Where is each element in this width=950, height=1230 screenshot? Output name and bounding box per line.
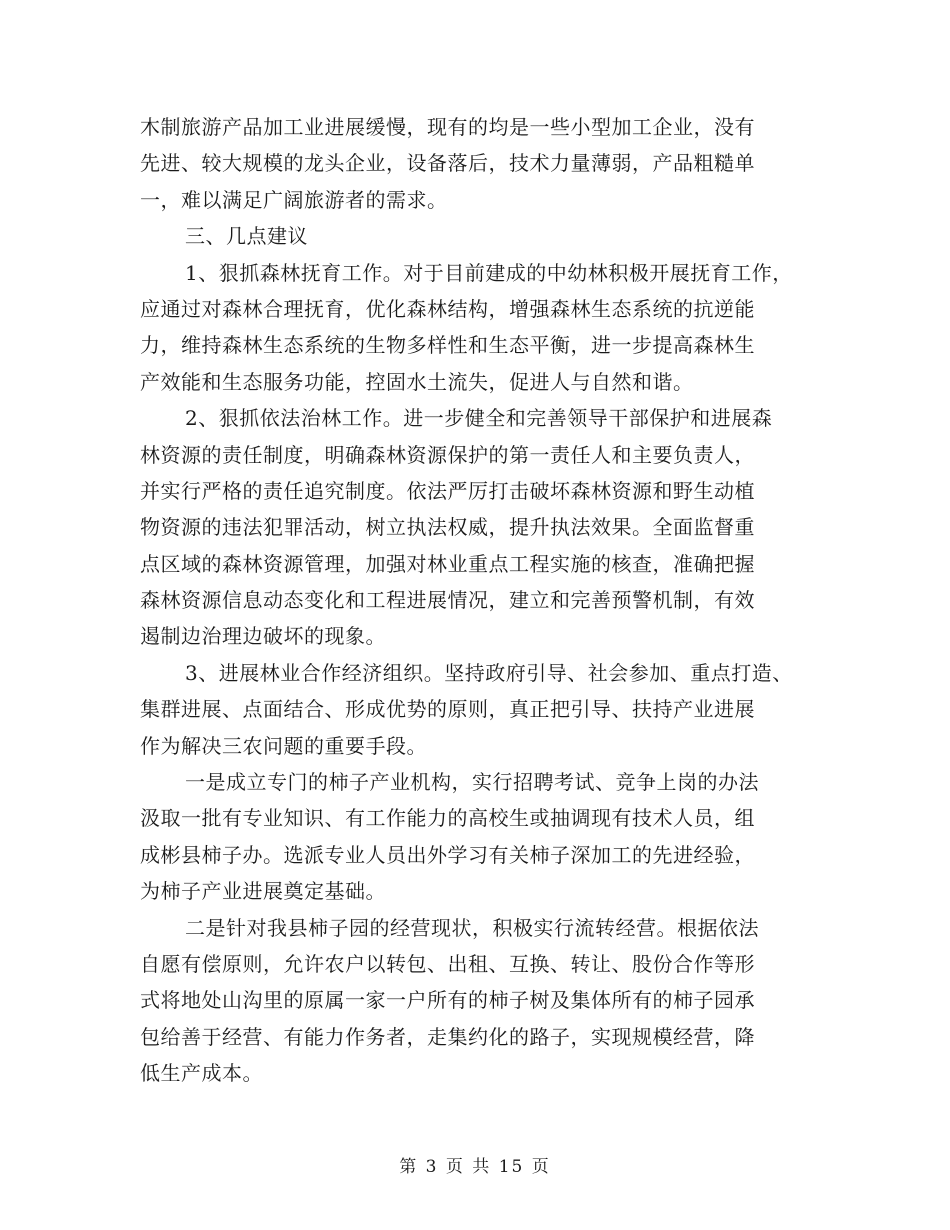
text-line: 低生产成本。 bbox=[140, 1061, 263, 1086]
text-line: 3、进展林业合作经济组织。坚持政府引导、社会参加、重点打造、 bbox=[185, 660, 793, 685]
text-line: 一，难以满足广阔旅游者的需求。 bbox=[140, 187, 448, 212]
text-line: 遏制边治理边破坏的现象。 bbox=[140, 624, 386, 649]
text-line: 点区域的森林资源管理，加强对林业重点工程实施的核查，准确把握 bbox=[140, 551, 755, 576]
text-line: 成彬县柿子办。选派专业人员出外学习有关柿子深加工的先进经验， bbox=[140, 842, 755, 867]
text-line: 木制旅游产品加工业进展缓慢，现有的均是一些小型加工企业，没有 bbox=[140, 115, 755, 139]
text-line: 2、狠抓依法治林工作。进一步健全和完善领导干部保护和进展森 bbox=[185, 406, 773, 431]
text-line: 包给善于经营、有能力作务者，走集约化的路子，实现规模经营，降 bbox=[140, 1024, 755, 1049]
text-line: 为柿子产业进展奠定基础。 bbox=[140, 879, 386, 904]
text-line: 先进、较大规模的龙头企业，设备落后，技术力量薄弱，产品粗糙单 bbox=[140, 151, 755, 176]
text-line: 二是针对我县柿子园的经营现状，积极实行流转经营。根据依法 bbox=[185, 915, 759, 940]
text-line: 林资源的责任制度，明确森林资源保护的第一责任人和主要负责人， bbox=[140, 442, 755, 467]
text-line: 应通过对森林合理抚育，优化森林结构，增强森林生态系统的抗逆能 bbox=[140, 296, 755, 321]
text-line: 一是成立专门的柿子产业机构，实行招聘考试、竞争上岗的办法 bbox=[185, 770, 759, 795]
text-line: 森林资源信息动态变化和工程进展情况，建立和完善预警机制，有效 bbox=[140, 588, 755, 613]
text-line: 并实行严格的责任追究制度。依法严厉打击破坏森林资源和野生动植 bbox=[140, 478, 755, 503]
text-line: 式将地处山沟里的原属一家一户所有的柿子树及集体所有的柿子园承 bbox=[140, 988, 755, 1013]
text-line: 作为解决三农问题的重要手段。 bbox=[140, 733, 427, 758]
text-line: 汲取一批有专业知识、有工作能力的高校生或抽调现有技术人员，组 bbox=[140, 806, 755, 831]
text-line: 物资源的违法犯罪活动，树立执法权威，提升执法效果。全面监督重 bbox=[140, 515, 755, 540]
text-line: 产效能和生态服务功能，控固水土流失，促进人与自然和谐。 bbox=[140, 369, 694, 394]
document-body bbox=[140, 109, 830, 1092]
text-line: 三、几点建议 bbox=[185, 224, 308, 249]
text-line: 自愿有偿原则，允许农户以转包、出租、互换、转让、股份合作等形 bbox=[140, 951, 755, 976]
text-line: 集群进展、点面结合、形成优势的原则，真正把引导、扶持产业进展 bbox=[140, 697, 755, 722]
page-number-footer: 第 3 页 共 15 页 bbox=[399, 1157, 551, 1177]
text-line: 1、狠抓森林抚育工作。对于目前建成的中幼林积极开展抚育工作， bbox=[185, 260, 793, 285]
text-line: 力，维持森林生态系统的生物多样性和生态平衡，进一步提高森林生 bbox=[140, 333, 755, 358]
